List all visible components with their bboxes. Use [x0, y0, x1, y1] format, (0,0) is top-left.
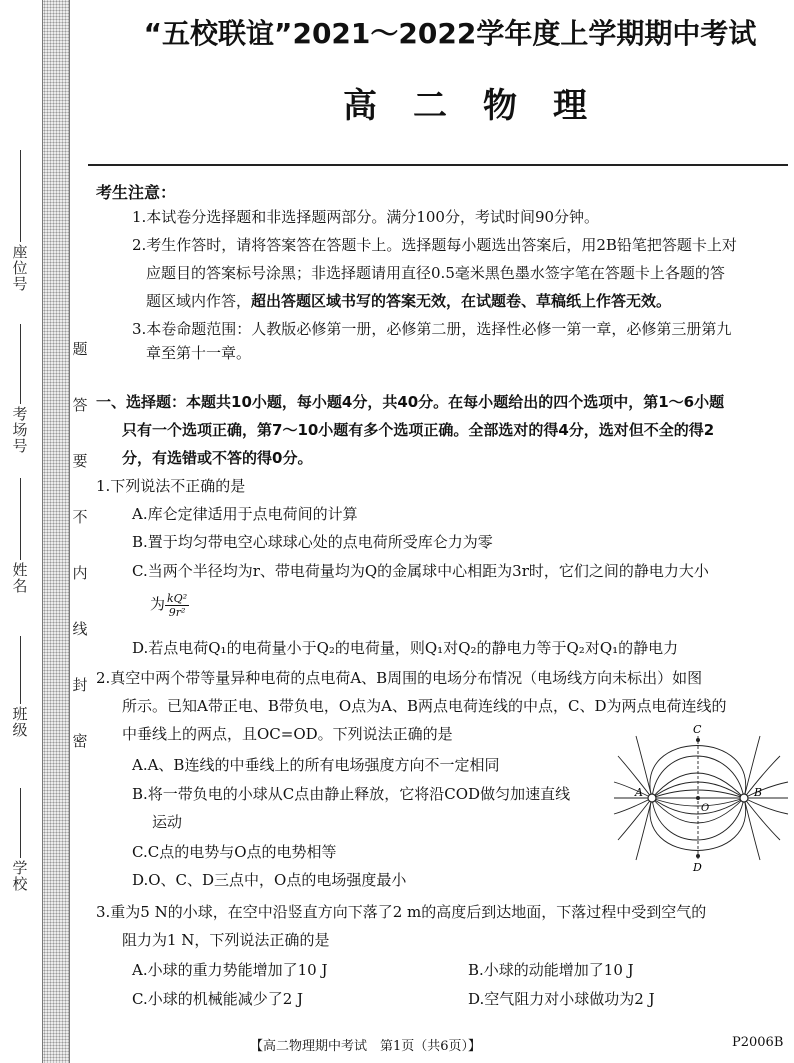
school-line[interactable] [20, 788, 21, 858]
fraction: $\frac{\text{kQ²}}{\text{9r²}}$ [167, 591, 188, 619]
q2-option-c: C.C点的电势与O点的电势相等 [132, 843, 337, 861]
notice-line: 1.本试卷分选择题和非选择题两部分。满分100分，考试时间90分钟。 [132, 208, 600, 226]
q2-option-b-cont: 运动 [152, 813, 183, 831]
binding-strip [42, 0, 70, 1063]
q2-option-b: B.将一带负电的小球从C点由静止释放，它将沿COD做匀加速直线 [132, 785, 571, 803]
q3-option-a: A.小球的重力势能增加了10 J [132, 961, 328, 979]
label-d: D [693, 861, 702, 872]
label-b: B [754, 786, 763, 799]
subject-title: 高二物理 [343, 86, 623, 126]
q3-option-d: D.空气阻力对小球做功为2 J [468, 990, 655, 1008]
seal-char: 要 [72, 452, 88, 470]
seal-char: 封 [72, 676, 88, 694]
notice-line: 3.本卷命题范围：人教版必修第一册，必修第二册，选择性必修一第一章，必修第三册第九 [132, 320, 732, 338]
notice-emphasis: 超出答题区域书写的答案无效，在试题卷、草稿纸上作答无效。 [251, 292, 672, 310]
page-footer: 【高二物理期中考试 第1页（共6页）】 [250, 1039, 482, 1054]
seal-char: 密 [72, 732, 88, 750]
q1-option-d: D.若点电荷Q₁的电荷量小于Q₂的电荷量，则Q₁对Q₂的静电力等于Q₂对Q₁的静电力 [132, 639, 679, 657]
exam-room-line[interactable] [20, 324, 21, 404]
q3-option-c: C.小球的机械能减少了2 J [132, 990, 304, 1008]
q1-option-a: A.库仑定律适用于点电荷间的计算 [132, 505, 358, 523]
label-c: C [693, 723, 702, 736]
q1-option-b: B.置于均匀带电空心球球心处的点电荷所受库仑力为零 [132, 533, 493, 551]
seal-char: 不 [72, 508, 88, 526]
seal-char: 答 [72, 396, 88, 414]
notice-line: 应题目的答案标号涂黑；非选择题请用直径0.5毫米黑色墨水签字笔在答题卡上各题的答 [146, 264, 725, 282]
question-2-stem: 所示。已知A带正电、B带负电，O点为A、B两点电荷连线的中点，C、D为两点电荷连线的 [122, 697, 727, 715]
q2-option-a: A.A、B连线的中垂线上的所有电场强度方向不一定相同 [132, 756, 500, 774]
question-3-stem: 阻力为1 N，下列说法正确的是 [122, 931, 330, 949]
notice-line: 2.考生作答时，请将答案答在答题卡上。选择题每小题选出答案后，用2B铅笔把答题卡上对 [132, 236, 737, 254]
q1-option-c: C.当两个半径均为r、带电荷量均为Q的金属球中心相距为3r时，它们之间的静电力大小 [132, 562, 709, 580]
section-instructions: 只有一个选项正确，第7～10小题有多个选项正确。全部选对的得4分，选对但不全的得2 [122, 421, 715, 439]
exam-title: “五校联谊”2021～2022学年度上学期期中考试 [143, 17, 757, 50]
seal-char: 题 [72, 340, 88, 358]
header-divider [88, 164, 788, 166]
school-label: 学校 [12, 859, 28, 893]
section-instructions: 一、选择题：本题共10小题，每小题4分，共40分。在每小题给出的四个选项中，第1～6小题 [96, 393, 725, 411]
class-line[interactable] [20, 636, 21, 704]
q2-option-d: D.O、C、D三点中，O点的电场强度最小 [132, 871, 407, 889]
label-o: O [701, 803, 710, 814]
q3-option-b: B.小球的动能增加了10 J [468, 961, 634, 979]
section-instructions: 分，有选错或不答的得0分。 [122, 449, 313, 467]
seal-char: 线 [72, 620, 88, 638]
question-2-stem: 中垂线上的两点，且OC=OD。下列说法正确的是 [122, 725, 453, 743]
label-a: A [635, 786, 643, 799]
name-label: 姓名 [12, 561, 28, 595]
question-2-stem: 2.真空中两个带等量异种电荷的点电荷A、B周围的电场分布情况（电场线方向未标出）如图 [96, 669, 703, 687]
exam-room-label: 考场号 [12, 405, 28, 455]
notice-line: 章至第十一章。 [146, 344, 252, 362]
seal-char: 内 [72, 564, 88, 582]
class-label: 班级 [12, 705, 28, 739]
question-3-stem: 3.重为5 N的小球，在空中沿竖直方向下落了2 m的高度后到达地面，下落过程中受到空气的 [96, 903, 707, 921]
seat-number-line[interactable] [20, 150, 21, 242]
name-line[interactable] [20, 478, 21, 560]
notice-line: 题区域内作答，超出答题区域书写的答案无效，在试题卷、草稿纸上作答无效。 [146, 292, 672, 310]
seat-number-label: 座位号 [12, 243, 28, 293]
paper-code: P2006B [732, 1035, 784, 1050]
q1-option-c-cont: 为 $\frac{\text{kQ²}}{\text{9r²}}$ [150, 591, 188, 619]
question-1-stem: 1.下列说法不正确的是 [96, 477, 246, 495]
electric-field-diagram [612, 722, 790, 872]
notice-heading: 考生注意： [96, 183, 177, 202]
